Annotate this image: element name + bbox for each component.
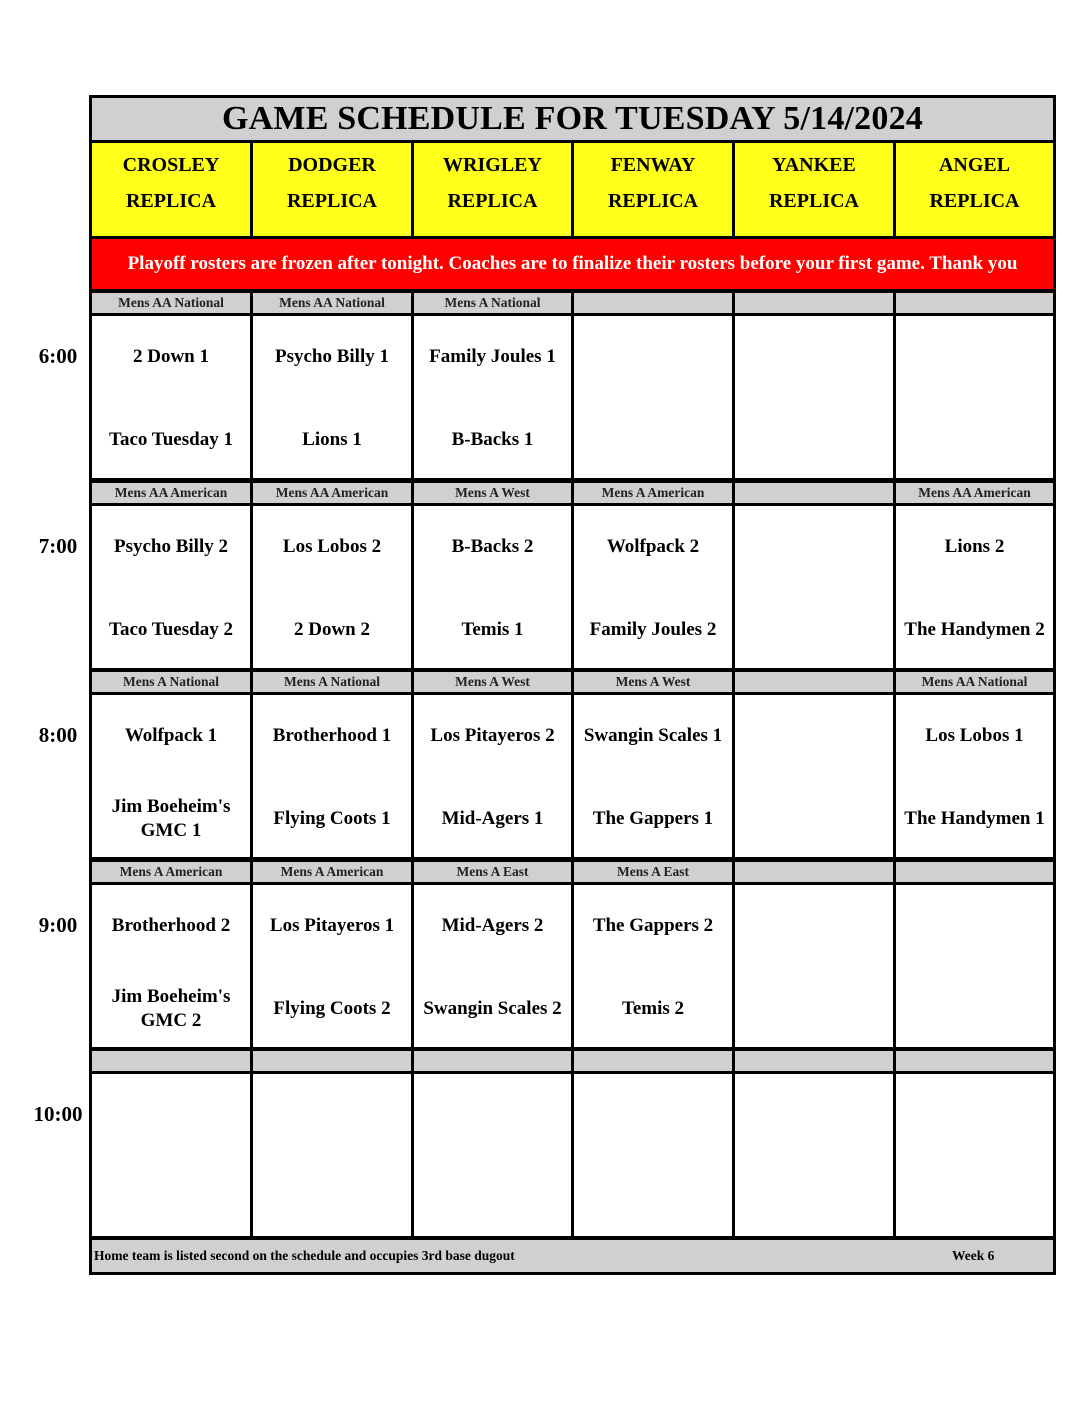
division-label: Mens AA American xyxy=(253,483,411,503)
game-cell xyxy=(574,506,732,668)
field-subtitle: REPLICA xyxy=(607,190,698,212)
division-label xyxy=(735,1051,893,1071)
home-team: Mid-Agers 1 xyxy=(441,808,544,829)
game-cell xyxy=(574,885,732,1047)
away-team: Psycho Billy 2 xyxy=(113,536,228,557)
field-header xyxy=(92,143,250,236)
home-team: Temis 1 xyxy=(461,619,524,640)
game-cell xyxy=(574,1074,732,1236)
home-team: B-Backs 1 xyxy=(451,429,534,450)
notice-text: Playoff rosters are frozen after tonight. Coaches are to finalize their rosters before your first game. Thank you xyxy=(127,253,1018,274)
home-team: 2 Down 2 xyxy=(293,619,370,640)
field-subtitle: REPLICA xyxy=(125,190,216,212)
game-cell xyxy=(414,506,571,668)
division-label xyxy=(735,483,893,503)
away-team: Los Pitayeros 1 xyxy=(269,915,395,936)
division-label: Mens AA American xyxy=(92,483,250,503)
field-header xyxy=(414,143,571,236)
field-header xyxy=(735,143,893,236)
week-label: Week 6 xyxy=(952,1248,995,1263)
time-label: 7:00 xyxy=(38,534,78,558)
division-label: Mens AA National xyxy=(896,672,1053,692)
division-label xyxy=(896,862,1053,882)
game-cell xyxy=(253,695,411,857)
game-cell xyxy=(253,1074,411,1236)
home-team: The Gappers 1 xyxy=(592,808,714,829)
game-cell xyxy=(414,885,571,1047)
division-label: Mens A National xyxy=(414,293,571,313)
home-team: Taco Tuesday 2 xyxy=(109,619,233,640)
division-label xyxy=(253,1051,411,1071)
home-team: Taco Tuesday 1 xyxy=(109,429,233,450)
home-team: Jim Boeheim's GMC 1 xyxy=(111,796,231,841)
division-label xyxy=(735,672,893,692)
game-cell xyxy=(896,506,1053,668)
field-name: DODGER xyxy=(288,154,376,176)
away-team: Wolfpack 2 xyxy=(606,536,700,557)
field-subtitle: REPLICA xyxy=(286,190,377,212)
division-label xyxy=(574,1051,732,1071)
game-cell xyxy=(253,316,411,478)
field-name: CROSLEY xyxy=(122,154,220,176)
schedule-title: GAME SCHEDULE FOR TUESDAY 5/14/2024 xyxy=(92,98,1053,140)
division-label xyxy=(735,862,893,882)
game-cell xyxy=(735,506,893,668)
division-label xyxy=(574,293,732,313)
field-name: YANKEE xyxy=(772,154,856,176)
field-subtitle: REPLICA xyxy=(929,190,1020,212)
field-header xyxy=(253,143,411,236)
division-label: Mens A American xyxy=(574,483,732,503)
game-cell xyxy=(414,316,571,478)
home-team: Temis 2 xyxy=(621,998,685,1019)
game-cell xyxy=(735,885,893,1047)
home-team: Family Joules 2 xyxy=(589,619,717,640)
field-name: ANGEL xyxy=(938,154,1011,176)
home-team: Lions 1 xyxy=(302,429,362,450)
footer-bar xyxy=(92,1240,1053,1272)
away-team: Wolfpack 1 xyxy=(124,725,218,746)
home-team: Flying Coots 1 xyxy=(273,808,391,829)
notice-banner xyxy=(92,239,1053,289)
division-label: Mens AA National xyxy=(92,293,250,313)
away-team: Family Joules 1 xyxy=(429,346,556,367)
away-team: Mid-Agers 2 xyxy=(441,915,544,936)
game-cell xyxy=(92,506,250,668)
home-team: The Handymen 1 xyxy=(904,808,1045,829)
game-cell xyxy=(896,1074,1053,1236)
game-cell xyxy=(414,695,571,857)
home-team: Swangin Scales 2 xyxy=(423,998,562,1019)
division-label: Mens A West xyxy=(414,672,571,692)
time-label: 8:00 xyxy=(38,723,78,747)
game-cell xyxy=(735,1074,893,1236)
game-cell xyxy=(253,506,411,668)
field-name: WRIGLEY xyxy=(443,154,542,176)
away-team: Lions 2 xyxy=(944,536,1005,557)
division-label: Mens AA National xyxy=(253,293,411,313)
home-team: Jim Boeheim's GMC 2 xyxy=(111,986,231,1031)
game-cell xyxy=(735,695,893,857)
game-cell xyxy=(253,885,411,1047)
game-cell xyxy=(574,695,732,857)
division-label: Mens A American xyxy=(92,862,250,882)
away-team: Psycho Billy 1 xyxy=(274,346,389,367)
division-label: Mens A American xyxy=(253,862,411,882)
game-cell xyxy=(92,885,250,1047)
game-cell xyxy=(735,316,893,478)
division-label xyxy=(896,293,1053,313)
time-label: 10:00 xyxy=(33,1102,83,1126)
game-cell xyxy=(574,316,732,478)
away-team: B-Backs 2 xyxy=(451,536,534,557)
away-team: The Gappers 2 xyxy=(592,915,714,936)
home-team: The Handymen 2 xyxy=(904,619,1045,640)
game-cell xyxy=(92,1074,250,1236)
game-cell xyxy=(92,695,250,857)
game-cell xyxy=(896,885,1053,1047)
division-label: Mens A West xyxy=(574,672,732,692)
field-header xyxy=(574,143,732,236)
away-team: Swangin Scales 1 xyxy=(583,725,723,746)
division-label: Mens A National xyxy=(253,672,411,692)
field-header xyxy=(896,143,1053,236)
division-label: Mens AA American xyxy=(896,483,1053,503)
division-label xyxy=(896,1051,1053,1071)
time-label: 9:00 xyxy=(38,913,78,937)
division-label: Mens A National xyxy=(92,672,250,692)
away-team: Los Lobos 1 xyxy=(925,725,1024,746)
division-label: Mens A East xyxy=(414,862,571,882)
footer-note: Home team is listed second on the schedule and occupies 3rd base dugout xyxy=(94,1248,515,1263)
away-team: Brotherhood 2 xyxy=(111,915,231,936)
away-team: Brotherhood 1 xyxy=(272,725,392,746)
schedule-table xyxy=(89,95,1056,1275)
time-label: 6:00 xyxy=(38,344,78,368)
away-team: Los Lobos 2 xyxy=(282,536,382,557)
division-label: Mens A West xyxy=(414,483,571,503)
field-subtitle: REPLICA xyxy=(768,190,859,212)
division-label xyxy=(92,1051,250,1071)
division-label: Mens A East xyxy=(574,862,732,882)
field-name: FENWAY xyxy=(610,154,696,176)
game-cell xyxy=(896,316,1053,478)
home-team: Flying Coots 2 xyxy=(273,998,391,1019)
away-team: Los Pitayeros 2 xyxy=(430,725,555,746)
division-label xyxy=(414,1051,571,1071)
game-cell xyxy=(896,695,1053,857)
division-label xyxy=(735,293,893,313)
field-subtitle: REPLICA xyxy=(447,190,538,212)
game-cell xyxy=(92,316,250,478)
away-team: 2 Down 1 xyxy=(132,346,209,367)
game-cell xyxy=(414,1074,571,1236)
